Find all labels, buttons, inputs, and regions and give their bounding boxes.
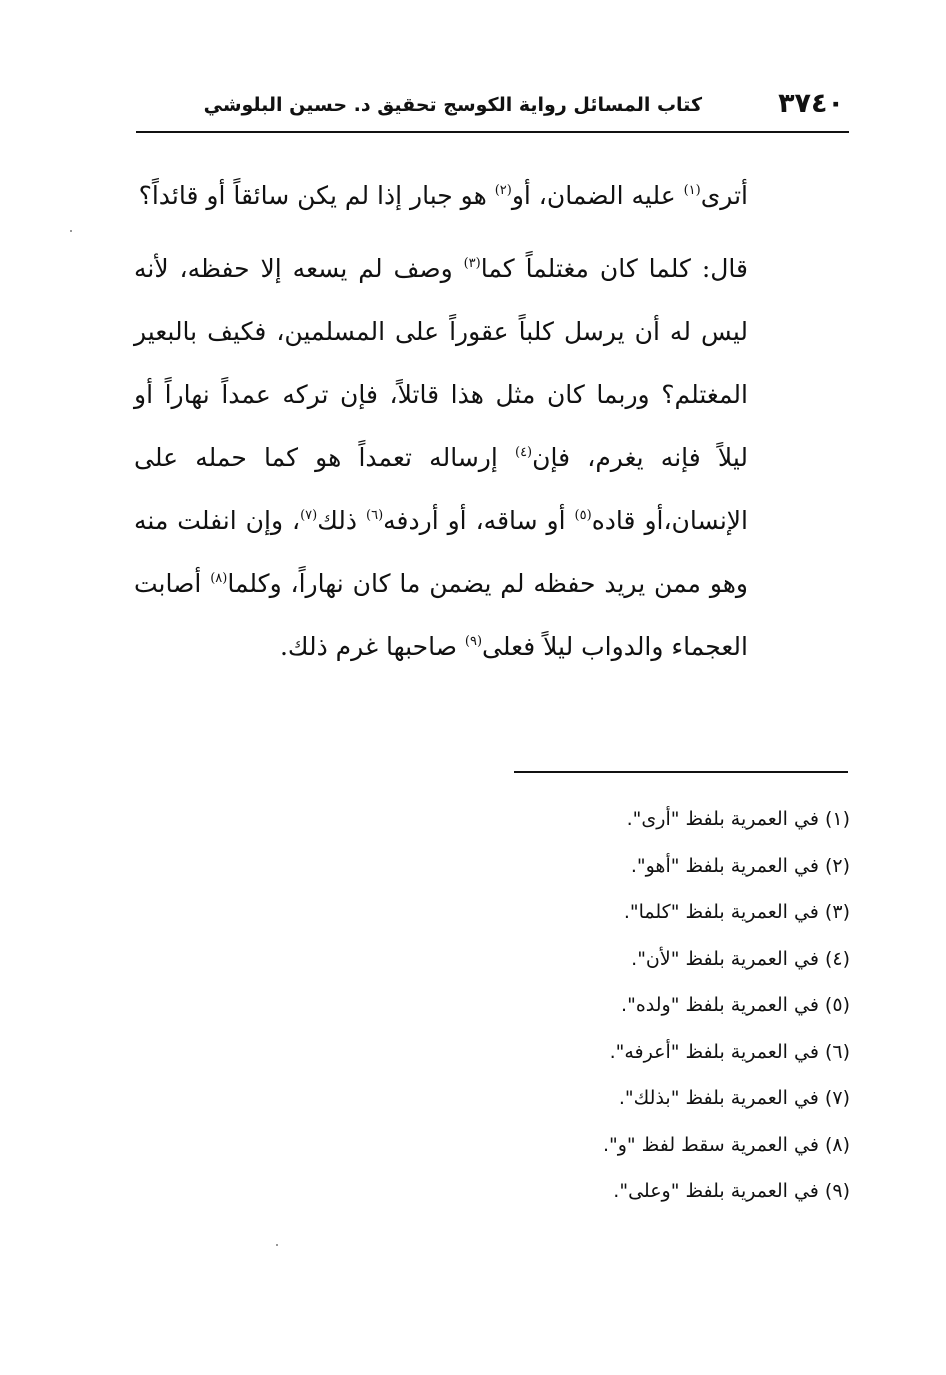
footnote-8: (٨) في العمرية سقط لفظ "و".: [602, 1133, 850, 1156]
footnote-4: (٤) في العمرية بلفظ "لأن".: [631, 947, 850, 970]
page-number: ٣٧٤٠: [778, 88, 844, 119]
footnote-7: (٧) في العمرية بلفظ "بذلك".: [618, 1087, 850, 1109]
footnote-ref-4[interactable]: (٤): [514, 445, 533, 460]
footnote-ref-1[interactable]: (١): [683, 183, 701, 198]
footnote-ref-9[interactable]: (٩): [464, 634, 483, 649]
footnote-3: (٣) في العمرية بلفظ "كلما".: [623, 901, 850, 923]
footnote-ref-2[interactable]: (٢): [494, 183, 512, 198]
paragraph-answer: قال: كلما كان مغتلماً كما$^{(٣)}$ وصف لم يسعه إلا حفظه، لأنه ليس له أن يرسل كلباً عقوراً على المسلمين، فكيف بالبعير المغتلم؟ وربما كان مثل هذا قاتلاً، فإن تركه عمداً نهاراً أو ليلاً فإنه يغرم، فإن$^{(٤)}$ إرساله تعمداً هو كما حمله على الإنسان،أو قاده$^{(٥)}$ أو ساقه، أو أردفه$^{(٦)}$ ذلك$^{(٧)}$، وإن انفلت منه وهو ممن يريد حفظه لم يضمن ما كان نهاراً، وكلما$^{(٨)}$ أصابت العجماء والدواب ليلاً فعلى$^{(٩)}$ صاحبها غرم ذلك.: [134, 254, 748, 661]
page-header: [136, 88, 848, 128]
footnote-ref-3[interactable]: (٣): [463, 256, 481, 271]
footnote-ref-5[interactable]: (٥): [574, 508, 592, 523]
main-text: [134, 164, 748, 678]
footnote-ref-6[interactable]: (٦): [366, 508, 384, 523]
scan-speck: [70, 230, 72, 232]
scan-speck: [276, 1244, 278, 1246]
footnote-5: (٥) في العمرية بلفظ "ولده".: [621, 994, 850, 1016]
footnote-1: (١) في العمرية بلفظ "أرى".: [626, 808, 850, 830]
paragraph-question: أترى$^{(١)}$ عليه الضمان، أو$^{(٢)}$ هو جبار إذا لم يكن سائقاً أو قائداً؟: [138, 181, 748, 210]
running-title: كتاب المسائل رواية الكوسج تحقيق د. حسين البلوشي: [203, 94, 702, 116]
footnote-separator: [514, 771, 848, 773]
footnote-2: (٢) في العمرية بلفظ "أهو".: [630, 854, 850, 877]
footnote-ref-8[interactable]: (٨): [210, 571, 228, 586]
footnotes-list: [430, 796, 850, 1215]
footnote-9: (٩) في العمرية بلفظ "وعلى".: [613, 1180, 850, 1202]
header-rule: [136, 131, 849, 133]
footnote-ref-7[interactable]: (٧): [300, 508, 318, 523]
footnote-6: (٦) في العمرية بلفظ "أعرفه".: [609, 1040, 850, 1063]
